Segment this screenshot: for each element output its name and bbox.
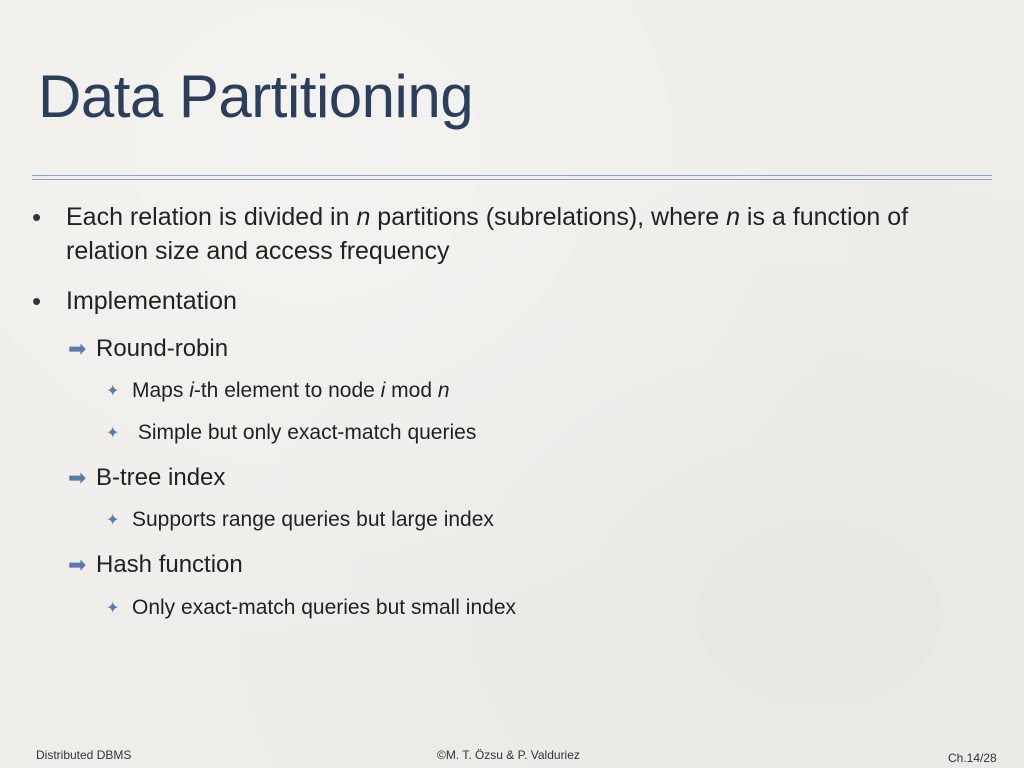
sub-sub-bullet-text: Only exact-match queries but small index	[132, 596, 516, 619]
sub-sub-bullet-item	[106, 419, 476, 448]
sub-bullet-text: Round-robin	[96, 335, 229, 362]
arrow-right-icon: ➡	[68, 336, 87, 361]
slide-title: Data Partitioning	[38, 63, 474, 130]
sub-bullet-text: Hash function	[96, 551, 243, 578]
arrow-right-icon: ➡	[68, 552, 87, 577]
bullet-item	[32, 200, 1012, 270]
footer-copyright: ©M. T. Özsu & P. Valduriez	[437, 748, 580, 762]
bullet-item	[32, 284, 1012, 318]
sub-sub-bullet-item	[106, 377, 450, 406]
sub-bullet-item	[68, 463, 225, 493]
bullet-text: Each relation is divided in n partitions (subrelations), where n is a function of relation size and access frequency	[66, 203, 909, 265]
sub-sub-bullet-text: Simple but only exact-match queries	[132, 421, 477, 444]
sub-bullet-text: B-tree index	[96, 464, 226, 491]
footer-slide-number: Ch.14/28	[948, 751, 997, 765]
bullet-icon: •	[32, 202, 42, 232]
footer-course-label: Distributed DBMS	[36, 748, 132, 762]
sub-bullet-item	[68, 550, 243, 580]
star-icon: ✦	[106, 383, 120, 400]
bullet-icon: •	[32, 286, 42, 316]
sub-bullet-item	[68, 334, 228, 364]
bullet-text: Implementation	[66, 287, 237, 315]
star-icon: ✦	[106, 425, 120, 442]
star-icon: ✦	[106, 512, 120, 529]
sub-sub-bullet-text: Maps i-th element to node i mod n	[132, 379, 450, 402]
sub-sub-bullet-item	[106, 506, 494, 535]
sub-sub-bullet-text: Supports range queries but large index	[132, 508, 494, 531]
arrow-right-icon: ➡	[68, 465, 87, 490]
sub-sub-bullet-item	[106, 594, 516, 623]
star-icon: ✦	[106, 600, 120, 617]
